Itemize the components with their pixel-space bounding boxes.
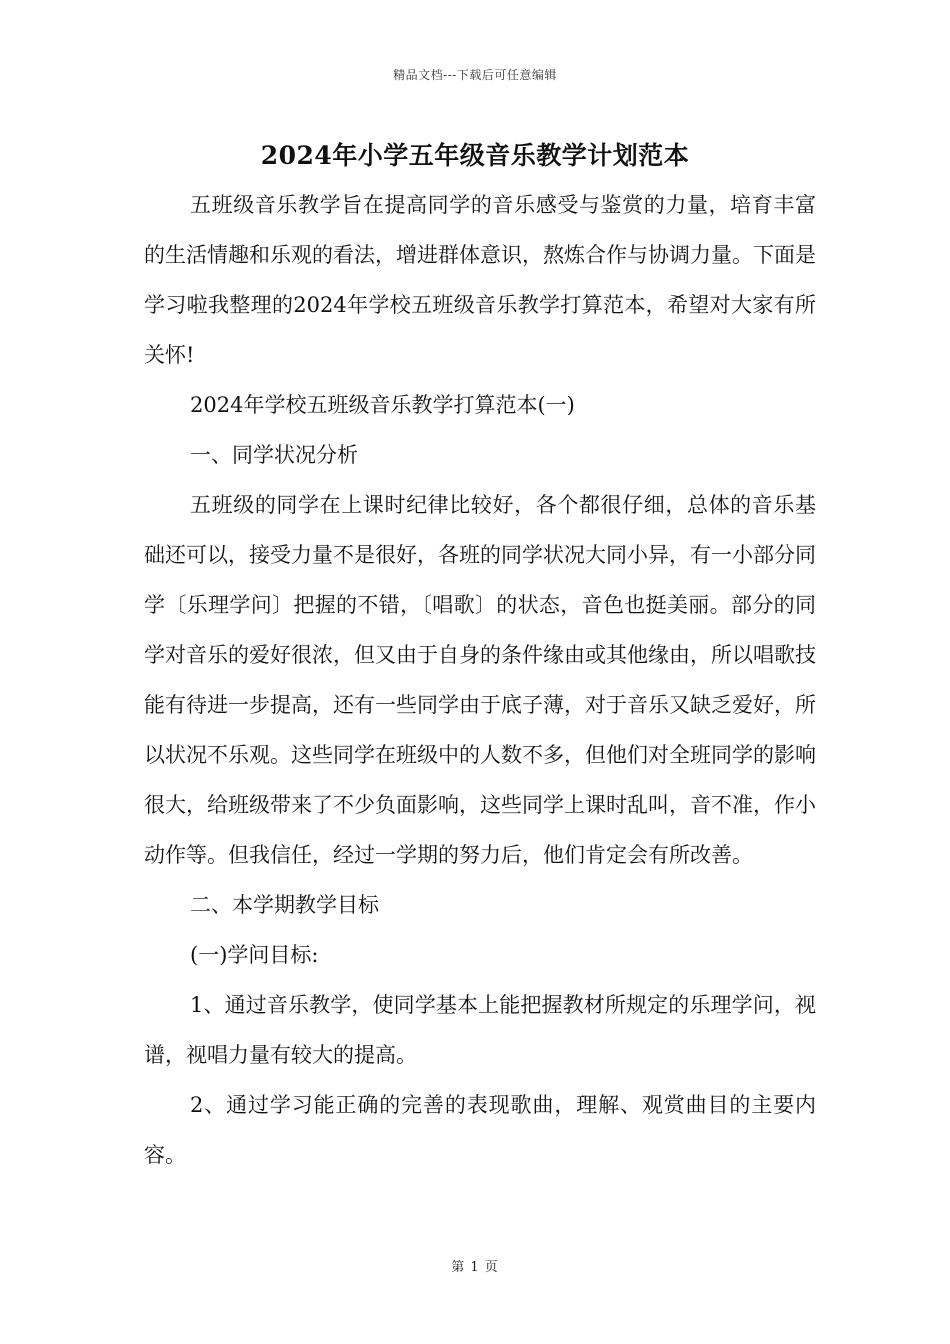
subheading-knowledge-goals: (一)学问目标: — [190, 943, 319, 967]
section-heading-plan-one: 2024年学校五班级音乐教学打算范本(一) — [190, 393, 575, 417]
section-heading-teaching-goals: 二、本学期教学目标 — [190, 893, 379, 917]
section-heading-student-analysis: 一、同学状况分析 — [190, 443, 358, 467]
goal-item-2: 2、通过学习能正确的完善的表现歌曲，理解、观赏曲目的主要内容。 — [144, 1093, 816, 1167]
intro-paragraph: 五班级音乐教学旨在提高同学的音乐感受与鉴赏的力量，培育丰富的生活情趣和乐观的看法，增进群体意识，熬炼合作与协调力量。下面是学习啦我整理的2024年学校五班级音乐教学打算范本，希望对大家有所关怀! — [144, 193, 816, 367]
document-title: 2024年小学五年级音乐教学计划范本 — [260, 141, 690, 170]
student-analysis-paragraph: 五班级的同学在上课时纪律比较好，各个都很仔细，总体的音乐基础还可以，接受力量不是很好，各班的同学状况大同小异，有一小部分同学〔乐理学问〕把握的不错，〔唱歌〕的状态，音色也挺美丽。部分的同学对音乐的爱好很浓，但又由于自身的条件缘由或其他缘由，所以唱歌技能有待进一步提高，还有一些同学由于底子薄，对于音乐又缺乏爱好，所以状况不乐观。这些同学在班级中的人数不多，但他们对全班同学的影响很大，给班级带来了不少负面影响，这些同学上课时乱叫，音不准，作小动作等。但我信任，经过一学期的努力后，他们肯定会有所改善。 — [144, 493, 816, 867]
document-body — [144, 180, 816, 1180]
page-header: 精品文档---下载后可任意编辑 — [393, 68, 557, 82]
page-number: 第 1 页 — [451, 1260, 499, 1275]
goal-item-1: 1、通过音乐教学，使同学基本上能把握教材所规定的乐理学问，视谱，视唱力量有较大的提高。 — [144, 993, 816, 1067]
